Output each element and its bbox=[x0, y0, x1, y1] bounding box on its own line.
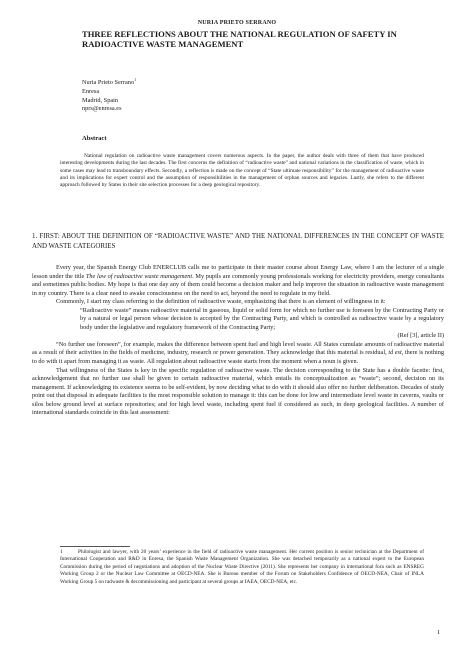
page-number: 1 bbox=[437, 629, 441, 636]
author-name: Nuria Prieto Serrano bbox=[82, 79, 135, 86]
author-footnote-marker[interactable]: 1 bbox=[134, 77, 137, 82]
section-heading: 1. FIRST: ABOUT THE DEFINITION OF “RADIOACTIVE WASTE” AND THE NATIONAL DIFFERENCES IN THE CONCEPT OF WASTE AND WASTE CATEGORIES bbox=[32, 233, 444, 250]
body-paragraph-3 bbox=[32, 341, 444, 367]
running-head: NURIA PRIETO SERRANO bbox=[197, 20, 277, 26]
definition-quote: “Radioactive waste” means radioactive material in gaseous, liquid or solid form for which no further use is foreseen by the Contracting Party or by a natural or legal person whose decision is accepted by the Contracting Party, and which is controlled as radioactive waste by a regulatory body under the legislative and regulatory framework of the Contracting Party; bbox=[80, 306, 444, 331]
author-affiliation: Enresa bbox=[82, 87, 100, 95]
footnote bbox=[60, 549, 424, 586]
id-est-emphasis: id est bbox=[388, 349, 402, 357]
body-p1-start: Every year, the Spanish Energy Club ENERCLUB calls me to participate in their master course about Energy Law, where I am the lecturer of a single lesson under the title bbox=[32, 264, 444, 280]
body-p1-end: . My pupils are commonly young professionals working for electricity providers, energy consultants and sometimes public bodies. My hope is that one day any of them could become a decision maker and help improve the situation in radioactive waste management in my country. There is a clear need to awake consciousness on the need to act, beyond the need to regulate in my field. bbox=[32, 272, 445, 297]
author-email[interactable]: nprs@enresa.es bbox=[82, 105, 122, 113]
footnote-divider bbox=[60, 546, 130, 547]
quote-reference: (Ref [3], article II) bbox=[397, 332, 444, 340]
abstract-heading: Abstract bbox=[82, 135, 107, 142]
author-location: Madrid, Spain bbox=[82, 96, 119, 104]
body-paragraph-4: That willingness of the States is key in the specific regulation of radioactive waste. The decision corresponding to the State has a double facette: first, acknowledgement that no further use shall be given to certain radioactive material, which entails its conceptualization as “waste”; second, decision on its management. If acknowledging its existence seems to be self-evident, by now deciding what to do with it should also offer no further deliberation. Decades of study point out that disposal in adequate facilities is the most responsible solution to manage it: this can be done for low and intermediate level waste in caverns, vaults or silos below ground level at surface repositories; and for high level waste, including spent fuel if considered as such, in deep geological facilities. A number of international standards coincide in this last assessment: bbox=[32, 366, 444, 417]
body-paragraph-2: Commonly, I start my class referring to the definition of radioactive waste, emphasizing that there is an element of willingness in it: bbox=[56, 298, 386, 306]
body-p3-end: , there is nothing to do with it apart from managing it as waste. All regulation about radioactive waste starts from the moment when a noun is given. bbox=[32, 349, 444, 366]
course-title-emphasis: The law of radioactive waste management bbox=[85, 272, 193, 280]
body-paragraph-1 bbox=[32, 264, 444, 298]
author-name-line bbox=[82, 76, 136, 88]
footnote-text: Philologist and lawyer, with 20 years’ experience in the field of radioactive waste management. Her current position is senior technician at the Department of International Cooperation and R&D in Enresa, the Spanish Waste Management Organization. She was detached temporarily as a national expert to the European Commission during the period of negotiations and adoption of the Nuclear Waste Directive (2011). She represents her company in international fora such as ENSREG Working Group 2 or the Nuclear Law Committee at OECD-NEA. She is Bureau member of the Forum on Stakeholders Confidence of OECD-NEA, Chair of INLA Working Group 5 on radwaste & decommissioning and participant at several groups at IAEA, OECD-NEA, etc. bbox=[60, 549, 424, 585]
author-block bbox=[82, 76, 136, 114]
body-p3-start: “No further use foreseen”, for example, makes the difference between spent fuel and high level waste. All States cumulate amounts of radioactive material as a result of their activities in the fields of medicine, industry, research or power generation. They acknowledge that this material is residual, bbox=[32, 340, 444, 357]
body-text bbox=[32, 264, 444, 418]
abstract-text: National regulation on radioactive waste management covers numerous aspects. In the paper, the author deals with three of them that have produced interesting developments during the last decades. The first concerns the definition of “radioactive waste” and national variations in the classification of waste, which in some cases may lead to transboundary effects. Secondly, a reflection is made on the concept of “State ultimate responsibility” for the management of radioactive waste and its implications for expert control and the assumption of responsibilities in the management of orphan sources and legacies. Lastly, she refers to the different approach followed by States in their site selection processes for a deep geological repository. bbox=[60, 153, 424, 189]
paper-title: THREE REFLECTIONS ABOUT THE NATIONAL REGULATION OF SAFETY IN RADIOACTIVE WASTE MANAGEMENT bbox=[82, 29, 397, 50]
footnote-marker: 1 bbox=[60, 549, 63, 555]
